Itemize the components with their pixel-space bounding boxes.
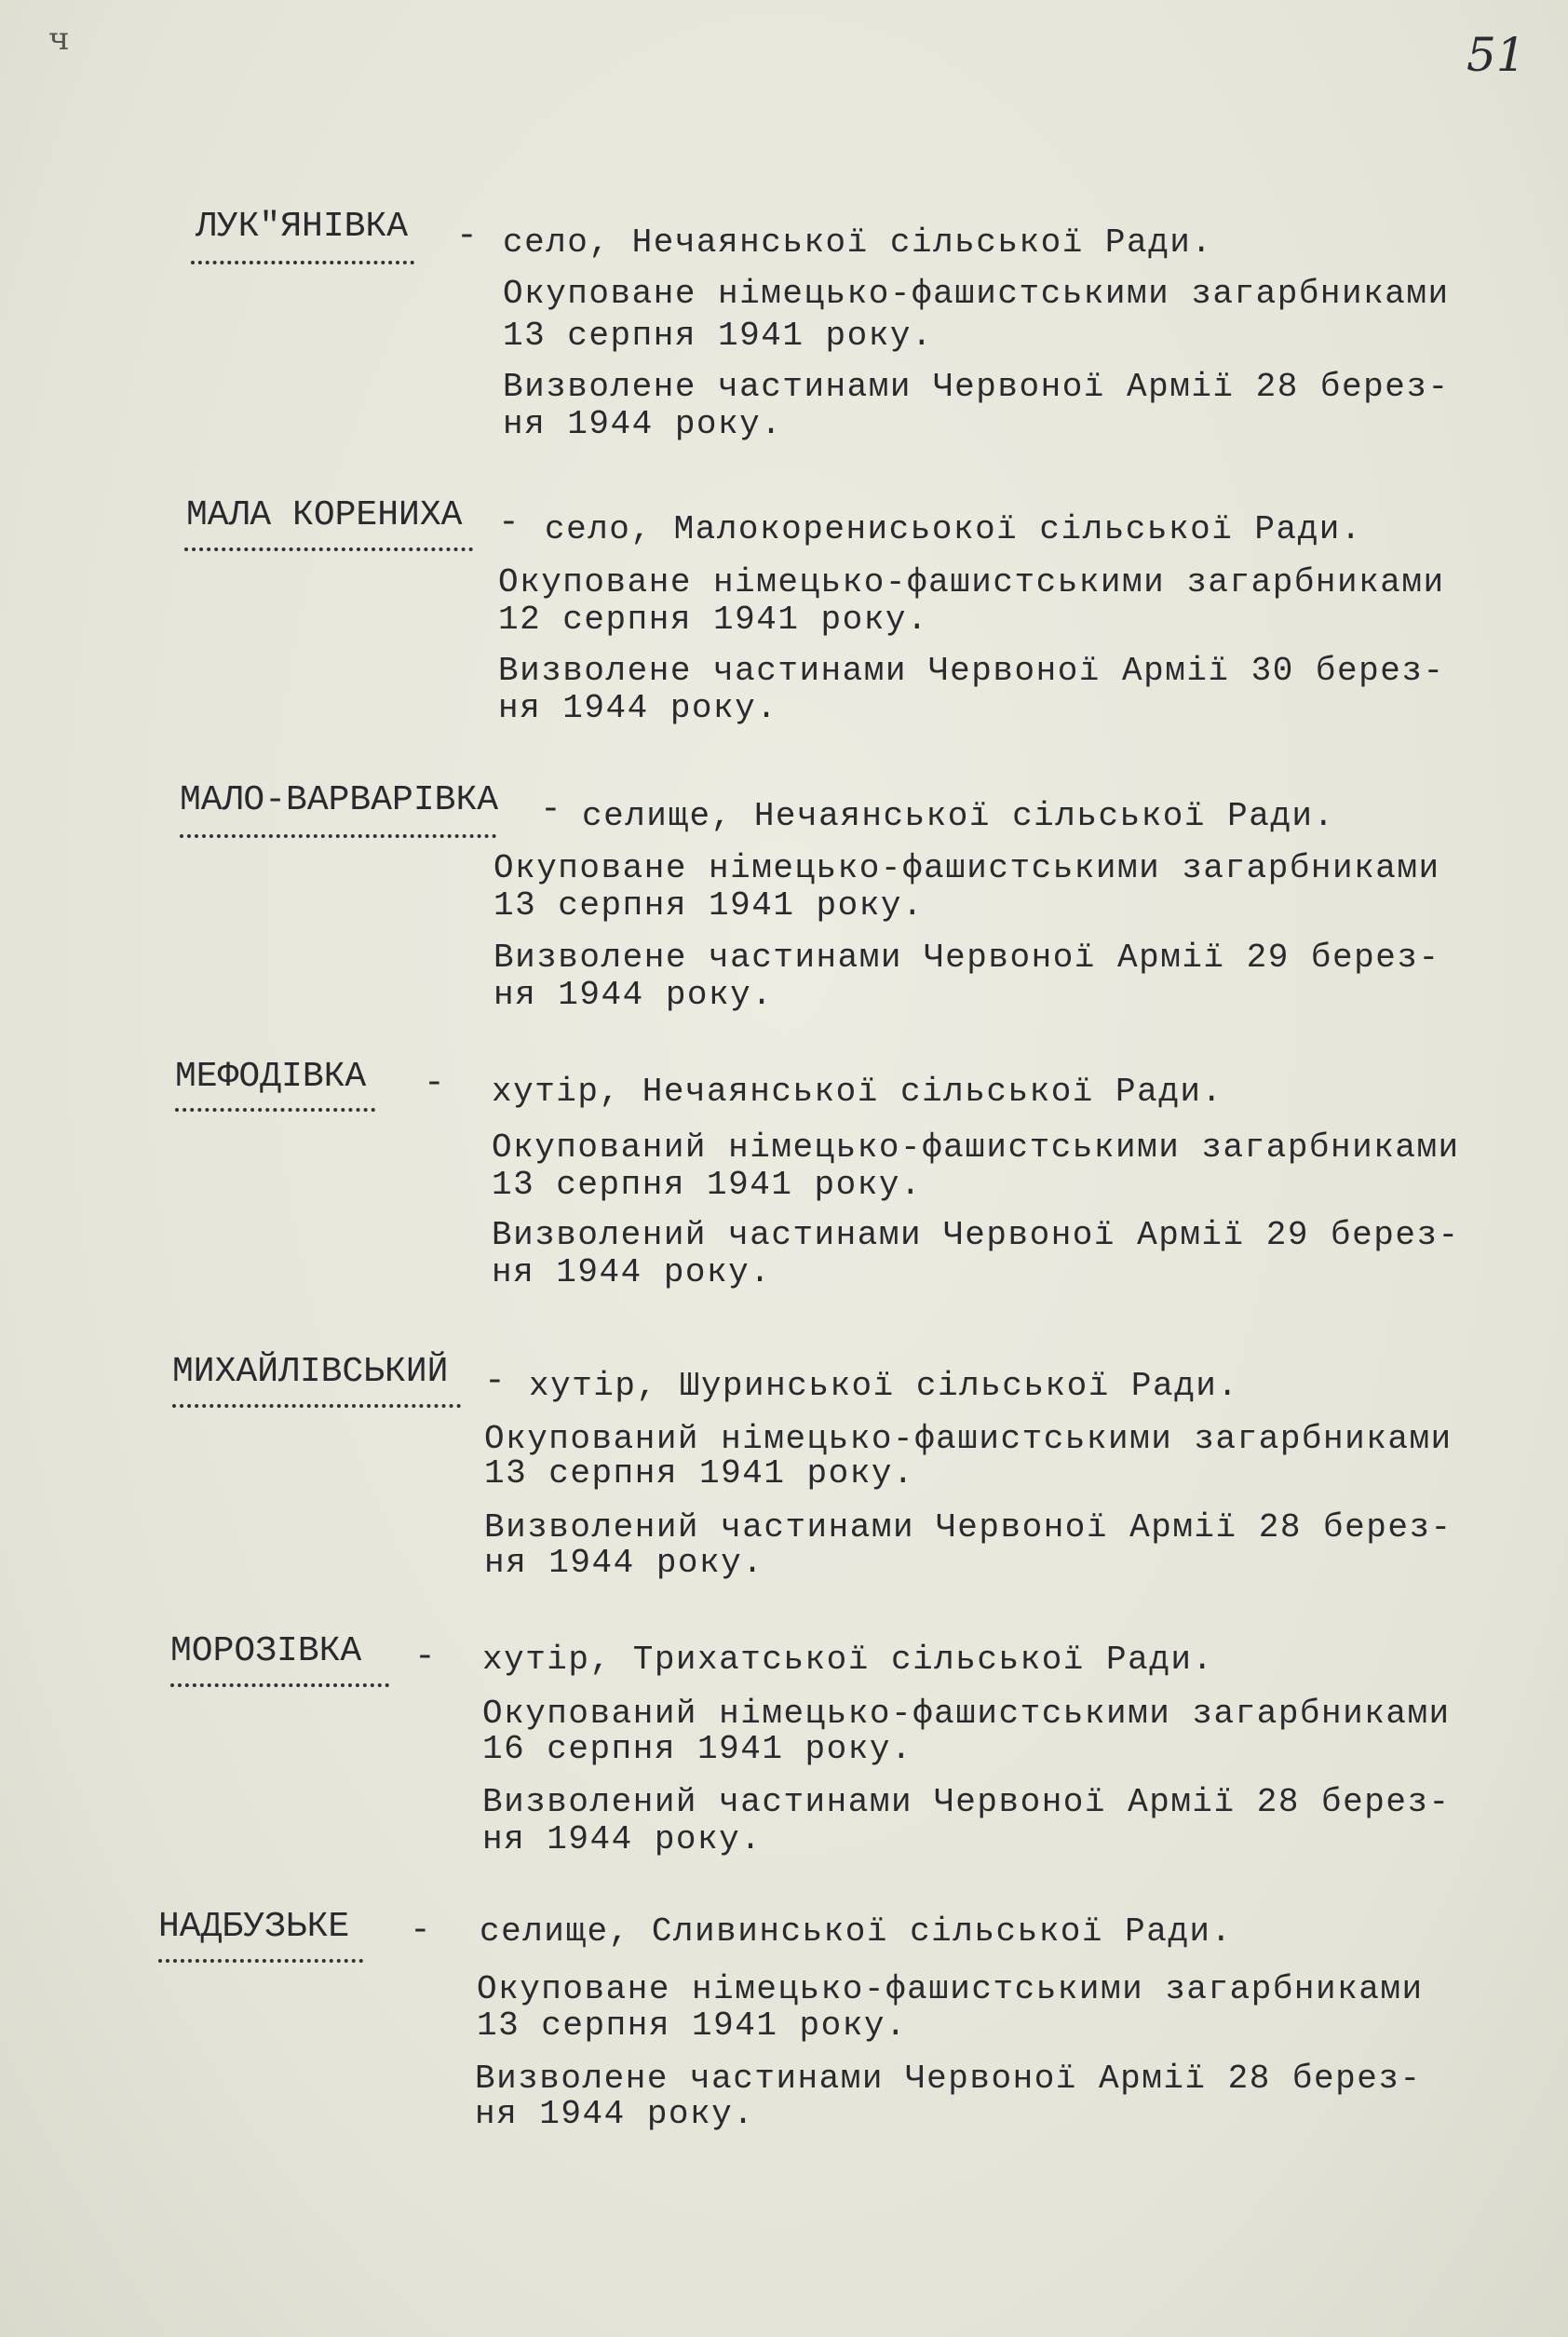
entry-underline bbox=[158, 1959, 363, 1963]
occupation-date: 13 серпня 1941 року. bbox=[477, 2006, 908, 2045]
occupation-date: 13 серпня 1941 року. bbox=[492, 1166, 923, 1204]
occupation-date: 13 серпня 1941 року. bbox=[484, 1454, 915, 1493]
entry-underline bbox=[191, 261, 414, 264]
entry-name: МОРОЗІВКА bbox=[170, 1631, 362, 1671]
entry-dash: - bbox=[456, 216, 478, 256]
entry-dash: - bbox=[414, 1637, 436, 1677]
corner-mark: ч bbox=[48, 20, 70, 58]
entry-underline bbox=[175, 1108, 375, 1112]
liberation-line: Визволене частинами Червоної Армії 29 берез- bbox=[493, 939, 1440, 977]
entry-dash: - bbox=[540, 790, 561, 830]
entry-name: МАЛА КОРЕНИХА bbox=[186, 495, 463, 535]
settlement-type: хутір, Шуринської сільської Ради. bbox=[529, 1367, 1239, 1405]
entry-dash: - bbox=[424, 1063, 445, 1103]
settlement-type: селище, Нечаянської сільської Ради. bbox=[582, 797, 1335, 835]
settlement-type: хутір, Нечаянської сільської Ради. bbox=[492, 1073, 1223, 1111]
occupation-date: 12 серпня 1941 року. bbox=[498, 601, 929, 639]
entry-underline bbox=[172, 1404, 461, 1408]
liberation-date: ня 1944 року. bbox=[503, 405, 783, 443]
settlement-type: село, Малокоренисьокої сільської Ради. bbox=[545, 510, 1362, 548]
entry-dash: - bbox=[410, 1911, 431, 1951]
occupation-line: Окупований німецько-фашистськими загарбниками bbox=[492, 1128, 1460, 1167]
occupation-date: 16 серпня 1941 року. bbox=[482, 1730, 913, 1768]
occupation-line: Окуповане німецько-фашистськими загарбниками bbox=[493, 849, 1440, 887]
liberation-line: Визволене частинами Червоної Армії 28 берез- bbox=[503, 368, 1450, 406]
entry-name: МЕФОДІВКА bbox=[175, 1057, 367, 1097]
entry-underline bbox=[184, 547, 473, 551]
liberation-date: ня 1944 року. bbox=[484, 1544, 764, 1582]
occupation-line: Окупований німецько-фашистськими загарбниками bbox=[482, 1695, 1451, 1733]
settlement-type: селище, Сливинської сільської Ради. bbox=[480, 1912, 1233, 1951]
entry-name: МАЛО-ВАРВАРІВКА bbox=[180, 780, 499, 820]
occupation-line: Окуповане німецько-фашистськими загарбниками bbox=[503, 275, 1450, 313]
entry-dash: - bbox=[484, 1361, 506, 1401]
occupation-line: Окупований німецько-фашистськими загарбниками bbox=[484, 1420, 1453, 1458]
liberation-line: Визволений частинами Червоної Армії 28 берез- bbox=[482, 1783, 1451, 1821]
liberation-date: ня 1944 року. bbox=[482, 1820, 763, 1858]
entry-underline bbox=[180, 834, 496, 838]
liberation-date: ня 1944 року. bbox=[475, 2095, 755, 2133]
occupation-line: Окуповане німецько-фашистськими загарбниками bbox=[498, 563, 1445, 601]
liberation-date: ня 1944 року. bbox=[492, 1253, 772, 1291]
entry-dash: - bbox=[498, 503, 520, 543]
occupation-date: 13 серпня 1941 року. bbox=[503, 317, 934, 355]
liberation-line: Визволене частинами Червоної Армії 30 берез- bbox=[498, 652, 1445, 690]
occupation-line: Окуповане німецько-фашистськими загарбниками bbox=[477, 1970, 1424, 2008]
liberation-line: Визволене частинами Червоної Армії 28 берез- bbox=[475, 2060, 1422, 2098]
liberation-line: Визволений частинами Червоної Армії 29 берез- bbox=[492, 1216, 1460, 1254]
occupation-date: 13 серпня 1941 року. bbox=[493, 886, 925, 925]
entry-name: МИХАЙЛІВСЬКИЙ bbox=[172, 1352, 449, 1392]
entry-underline bbox=[170, 1683, 389, 1687]
page-number: 51 bbox=[1467, 28, 1526, 82]
liberation-date: ня 1944 року. bbox=[498, 689, 778, 727]
liberation-date: ня 1944 року. bbox=[493, 976, 774, 1014]
liberation-line: Визволений частинами Червоної Армії 28 берез- bbox=[484, 1508, 1453, 1547]
entry-name: ЛУК"ЯНІВКА bbox=[196, 207, 409, 247]
settlement-type: село, Нечаянської сільської Ради. bbox=[503, 223, 1213, 262]
entry-name: НАДБУЗЬКЕ bbox=[158, 1907, 350, 1947]
settlement-type: хутір, Трихатської сільської Ради. bbox=[482, 1641, 1214, 1679]
